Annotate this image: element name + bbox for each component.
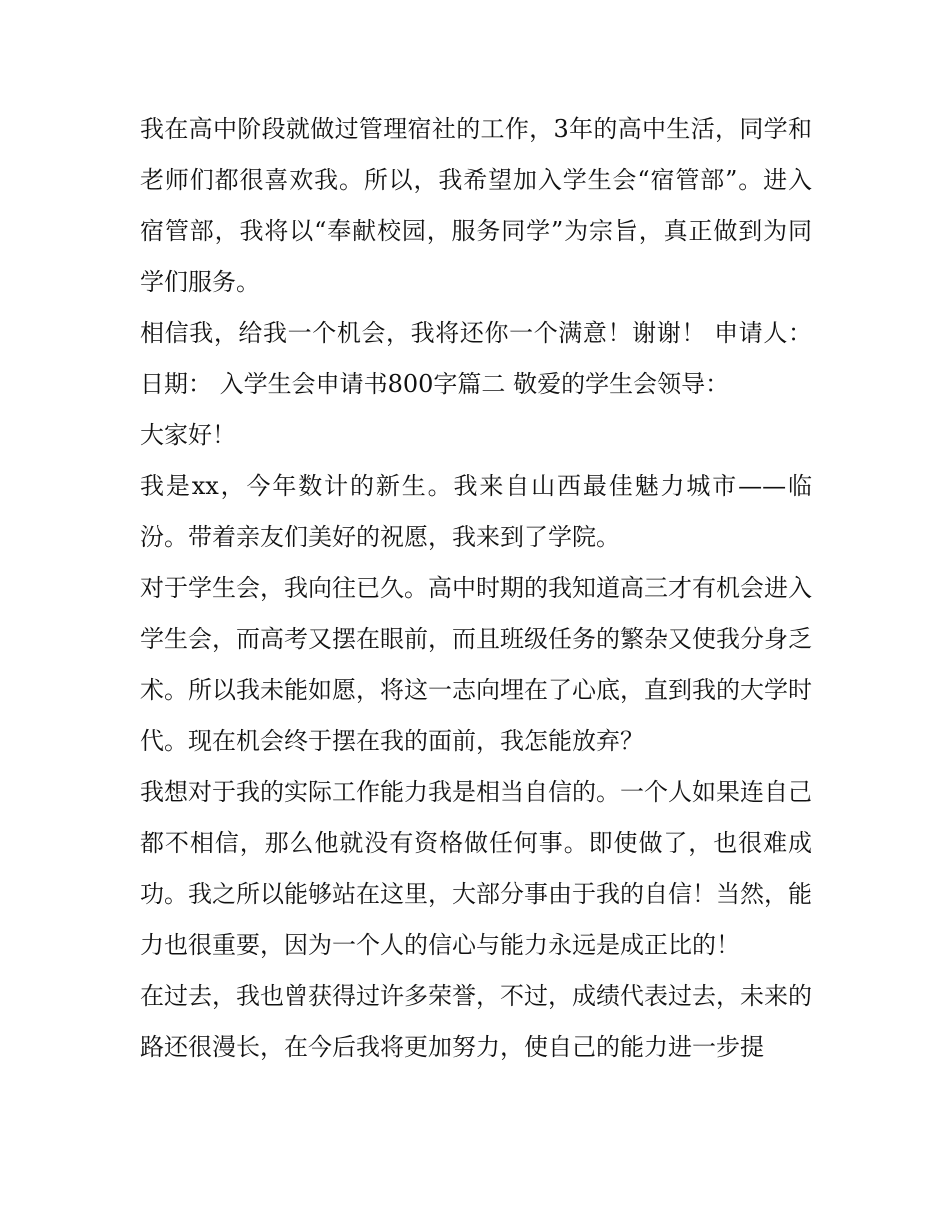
paragraph-greeting: 大家好！: [140, 421, 236, 449]
paragraph-confidence: 我想对于我的实际工作能力我是相当自信的。一个人如果连自己都不相信，那么他就没有资格做任何事。即使做了，也很难成功。我之所以能够站在这里，大部分事由于我的自信！当然，能力也很重要，因为一个人的信心与能力永远是成正比的！: [140, 778, 812, 959]
paragraph-aspiration: 对于学生会，我向往已久。高中时期的我知道高三才有机会进入学生会，而高考又摆在眼前，而且班级任务的繁杂又使我分身乏术。所以我未能如愿，将这一志向埋在了心底，直到我的大学时代。现在机会终于摆在我的面前，我怎能放弃？: [140, 574, 812, 755]
paragraph-dormitory-experience: 我在高中阶段就做过管理宿社的工作，3年的高中生活，同学和老师们都很喜欢我。所以，我希望加入学生会“宿管部”。进入宿管部，我将以“奉献校园，服务同学”为宗旨，真正做到为同学们服务。: [140, 115, 812, 296]
paragraph-past-honors: 在过去，我也曾获得过许多荣誉，不过，成绩代表过去，未来的路还很漫长，在今后我将更加努力，使自己的能力进一步提: [140, 982, 812, 1061]
document-body: [140, 104, 812, 1073]
paragraph-closing-and-second-letter: 相信我，给我一个机会，我将还你一个满意！谢谢！ 申请人： 日期： 入学生会申请书800字篇二 敬爱的学生会领导：: [140, 319, 812, 398]
paragraph-self-introduction: 我是xx，今年数计的新生。我来自山西最佳魅力城市——临汾。带着亲友们美好的祝愿，我来到了学院。: [140, 472, 812, 551]
